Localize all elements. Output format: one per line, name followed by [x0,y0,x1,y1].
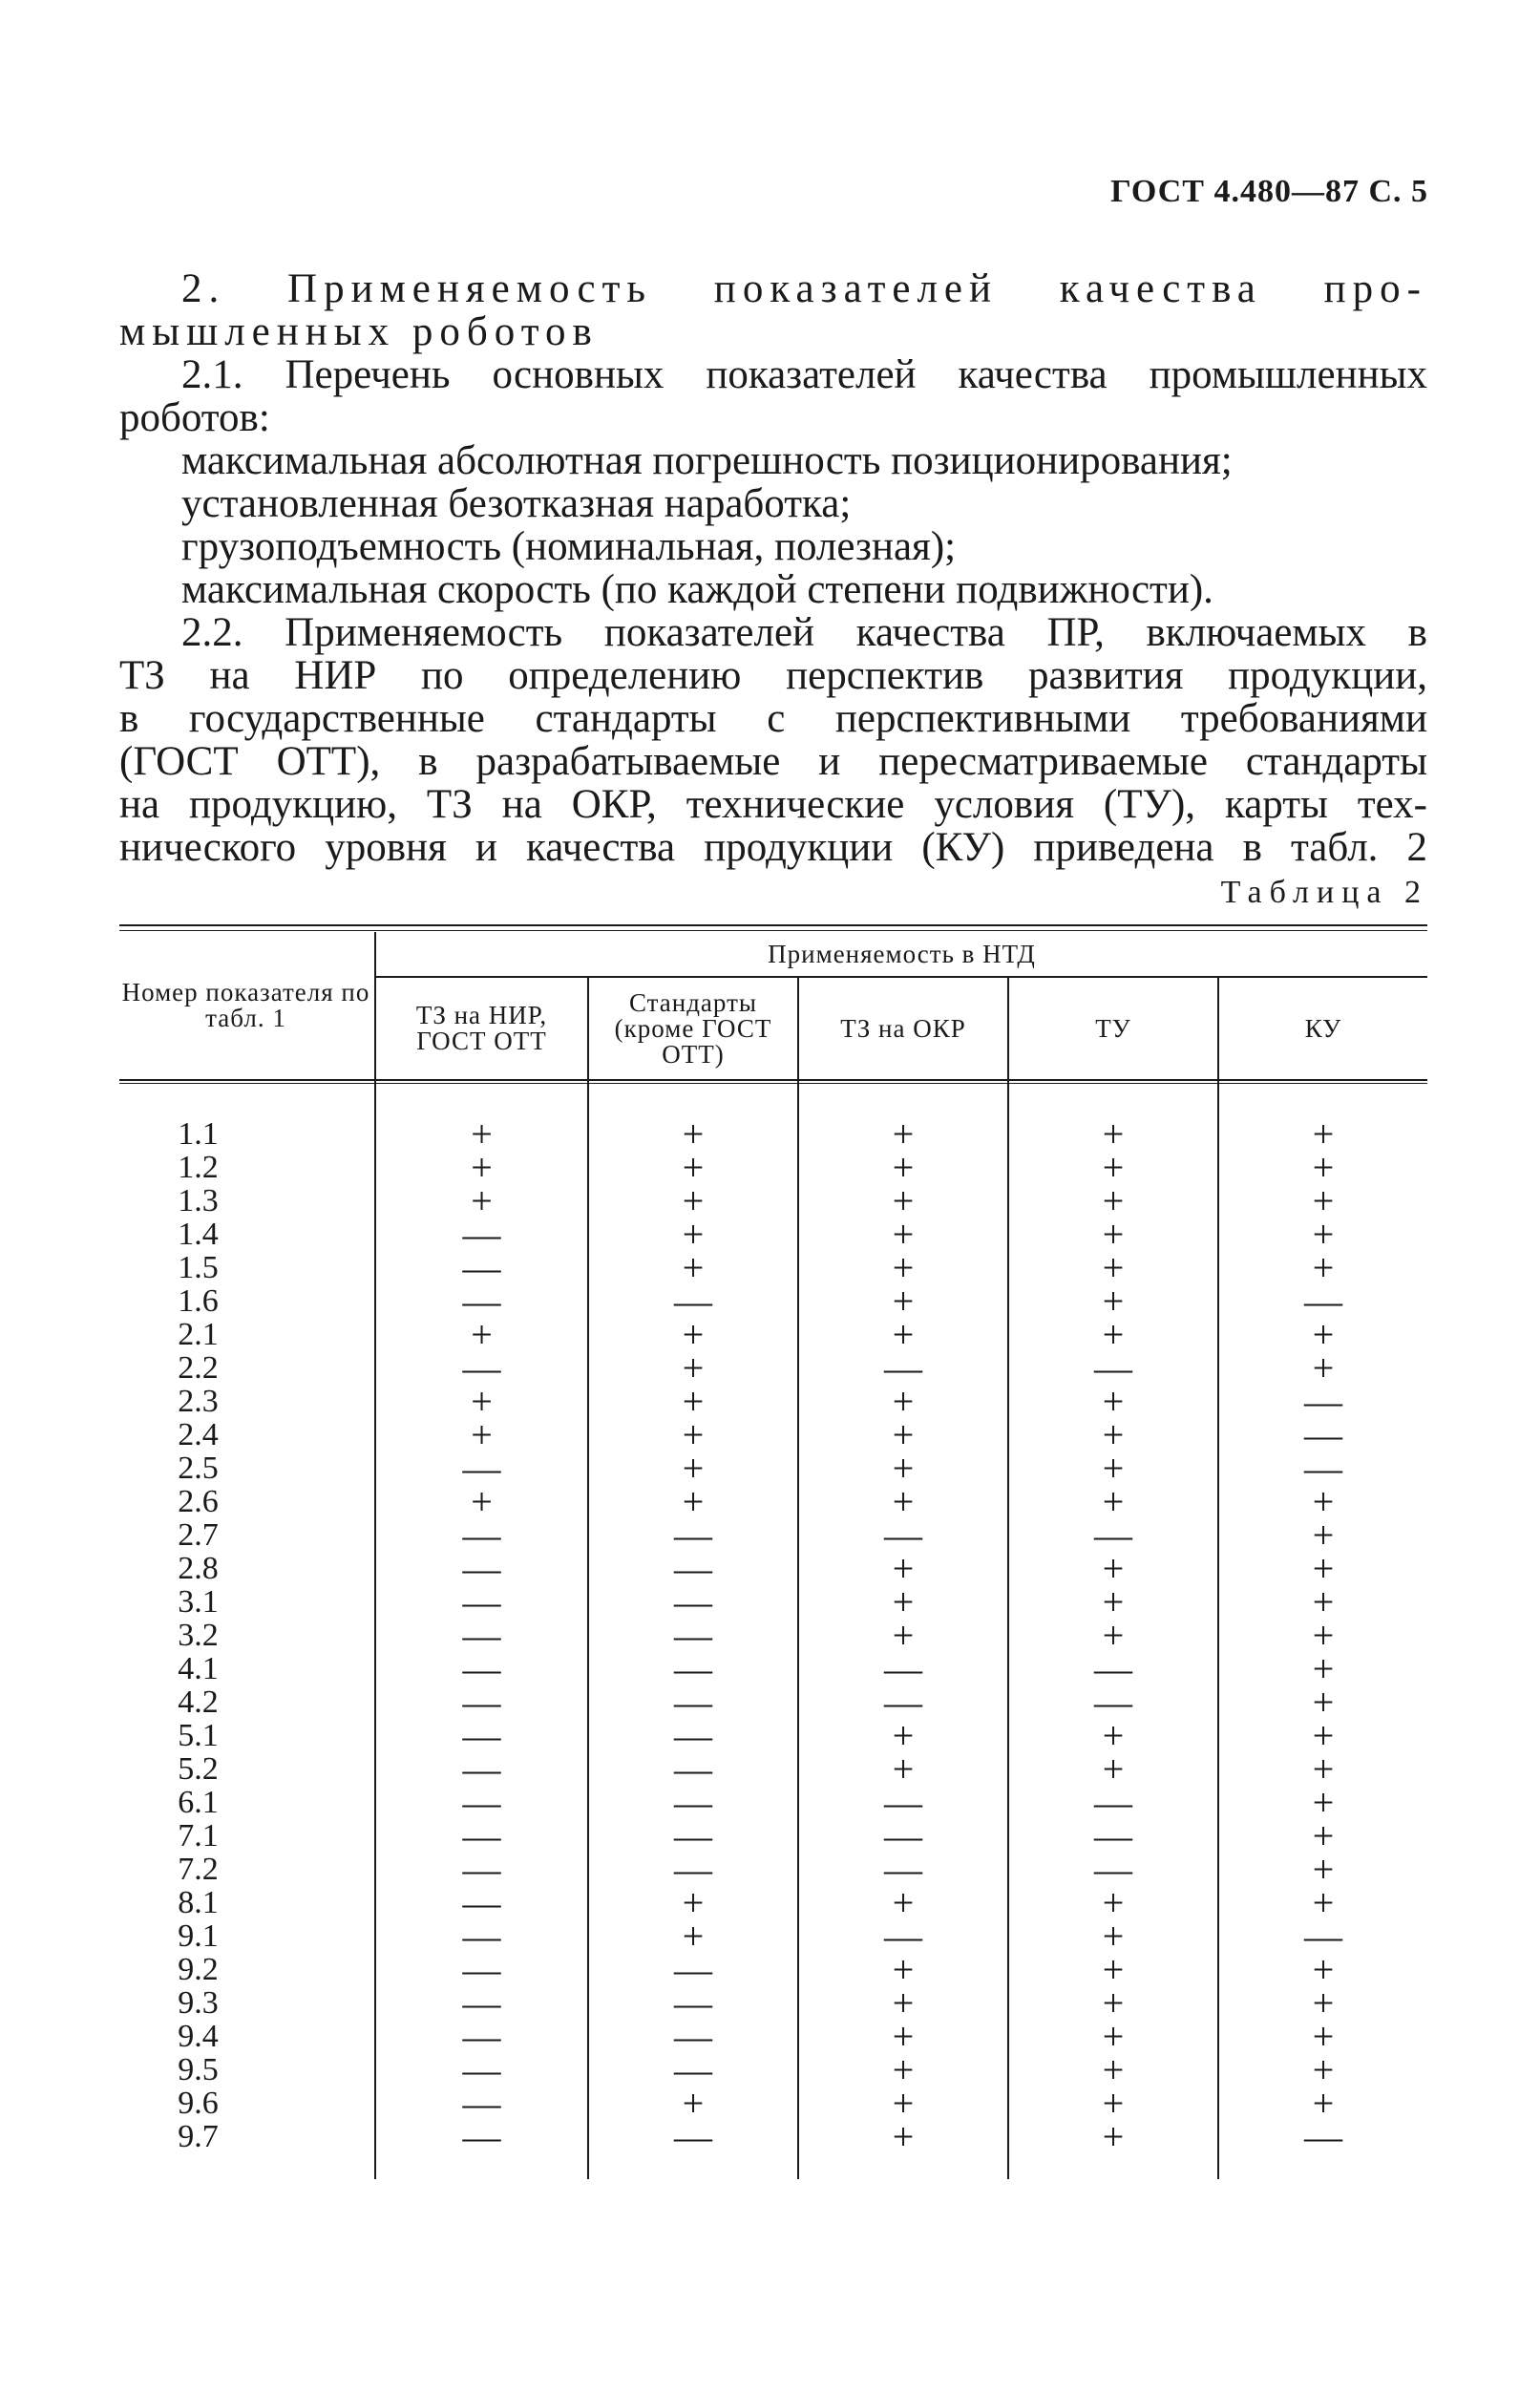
row-number: 2.4 [178,1417,219,1452]
row-number: 3.1 [178,1584,219,1620]
applicability-mark: + [1312,1981,1335,2024]
applicability-mark: + [682,1313,705,1356]
applicability-mark: — [462,1514,501,1557]
applicability-mark: + [1102,1881,1125,1924]
applicability-mark: — [1094,1346,1132,1389]
applicability-mark: + [1102,1948,1125,1991]
applicability-mark: + [1312,2015,1335,2058]
applicability-mark: + [1312,1580,1335,1623]
row-number: 2.6 [178,1484,219,1519]
section-title-line2: мышленных роботов [119,309,599,354]
applicability-mark: + [1102,1179,1125,1222]
applicability-mark: + [892,1213,915,1256]
applicability-mark: + [892,1714,915,1757]
applicability-mark: — [462,1647,501,1690]
applicability-mark: + [892,2048,915,2091]
applicability-mark: — [462,1714,501,1757]
applicability-mark: + [471,1480,493,1523]
applicability-mark: — [1094,1848,1132,1891]
applicability-mark: + [682,1246,705,1289]
applicability-mark: + [1102,2048,1125,2091]
applicability-mark: + [682,1881,705,1924]
quality-indicator-item: установленная безотказная наработка; [181,481,852,526]
row-number: 9.5 [178,2052,219,2087]
applicability-mark: + [1102,2115,1125,2158]
applicability-mark: — [462,1848,501,1891]
applicability-mark: + [682,1413,705,1456]
applicability-mark: + [892,1948,915,1991]
applicability-mark: — [462,1748,501,1790]
row-number: 4.2 [178,1684,219,1720]
applicability-mark: — [884,1814,922,1857]
applicability-mark: — [462,2082,501,2125]
applicability-mark: + [1102,1246,1125,1289]
applicability-mark: + [1312,1146,1335,1189]
applicability-mark: + [1102,2082,1125,2125]
applicability-mark: + [682,1346,705,1389]
applicability-mark: — [674,1280,712,1323]
applicability-mark: + [682,1213,705,1256]
row-number: 4.1 [178,1651,219,1686]
row-number: 1.1 [178,1116,219,1152]
applicability-mark: + [1312,2082,1335,2125]
applicability-mark: — [1094,1781,1132,1824]
applicability-mark: + [471,1380,493,1423]
applicability-mark: + [471,1179,493,1222]
applicability-mark: — [462,1447,501,1490]
applicability-mark: — [462,1213,501,1256]
applicability-mark: — [462,2048,501,2091]
paragraph-2-2-line: нического уровня и качества продукции (КУ) приведена в табл. 2 [119,825,1427,870]
column-tz-nir [376,1112,587,2158]
applicability-mark: — [462,1280,501,1323]
applicability-mark: — [462,1346,501,1389]
applicability-mark: — [462,1246,501,1289]
applicability-mark: + [892,1480,915,1523]
applicability-mark: + [892,2115,915,2158]
applicability-mark: + [682,1447,705,1490]
row-number: 6.1 [178,1785,219,1820]
applicability-mark: — [1304,1380,1342,1423]
applicability-mark: + [892,1380,915,1423]
applicability-mark: + [1102,1981,1125,2024]
applicability-mark: + [892,2015,915,2058]
applicability-mark: — [674,1714,712,1757]
applicability-mark: — [462,1547,501,1590]
applicability-mark: + [1312,1647,1335,1690]
row-number: 1.2 [178,1150,219,1185]
row-number: 1.3 [178,1183,219,1218]
applicability-mark: — [674,1948,712,1991]
applicability-mark: — [674,1981,712,2024]
row-number: 2.7 [178,1517,219,1553]
applicability-mark: — [674,1848,712,1891]
applicability-mark: + [1102,2015,1125,2058]
row-number: 2.5 [178,1451,219,1486]
header-tu: ТУ [1095,1013,1131,1043]
applicability-mark: — [1304,2115,1342,2158]
applicability-mark: + [1102,1280,1125,1323]
applicability-mark: — [674,1614,712,1657]
header-standards: Стандарты (кроме ГОСТ ОТТ) [614,987,772,1069]
applicability-mark: + [1312,1948,1335,1991]
applicability-mark: + [1312,1179,1335,1222]
column-tz-okr [799,1112,1007,2158]
row-number: 9.4 [178,2019,219,2054]
applicability-mark: + [892,1313,915,1356]
applicability-mark: + [892,1146,915,1189]
applicability-mark: — [674,2015,712,2058]
indicator-number-column [119,1117,277,2153]
header-group-applicability: Применяемость в НТД [768,939,1036,968]
applicability-mark: + [1102,1112,1125,1155]
quality-indicator-item: максимальная скорость (по каждой степени подвижности). [181,567,1213,612]
applicability-mark: + [1102,1213,1125,1256]
row-number: 9.7 [178,2119,219,2154]
applicability-mark: — [674,1514,712,1557]
applicability-mark: — [1094,1681,1132,1724]
applicability-mark: + [1102,1714,1125,1757]
applicability-mark: — [462,1881,501,1924]
applicability-mark: + [471,1413,493,1456]
applicability-mark: + [682,1915,705,1958]
applicability-mark: — [462,1580,501,1623]
table-label: Таблица 2 [1220,875,1428,910]
applicability-mark: + [1312,1681,1335,1724]
applicability-mark: + [1312,1547,1335,1590]
applicability-mark: — [462,2115,501,2158]
applicability-mark: + [682,1146,705,1189]
row-number: 5.1 [178,1718,219,1753]
row-number: 9.1 [178,1918,219,1954]
row-number: 7.1 [178,1818,219,1854]
row-number: 5.2 [178,1751,219,1787]
row-number: 2.3 [178,1384,219,1419]
applicability-mark: — [884,1781,922,1824]
applicability-mark: — [462,1781,501,1824]
quality-indicator-item: максимальная абсолютная погрешность позиционирования; [181,438,1233,483]
applicability-mark: + [1312,1748,1335,1790]
applicability-mark: + [1312,1313,1335,1356]
column-tu [1009,1112,1217,2158]
applicability-mark: — [674,1647,712,1690]
applicability-mark: + [1312,1246,1335,1289]
applicability-mark: + [1102,1447,1125,1490]
header-ku: КУ [1304,1013,1342,1043]
applicability-mark: + [1102,1915,1125,1958]
applicability-mark: + [1312,1848,1335,1891]
applicability-mark: + [1102,1313,1125,1356]
applicability-mark: — [462,2015,501,2058]
applicability-mark: — [1094,1814,1132,1857]
applicability-mark: + [892,1112,915,1155]
applicability-mark: — [674,2048,712,2091]
applicability-mark: + [471,1146,493,1189]
applicability-mark: + [892,1580,915,1623]
applicability-mark: — [462,1915,501,1958]
paragraph-2-1-line1: 2.1. Перечень основных показателей качества промышленных [181,352,1427,397]
applicability-mark: — [884,1647,922,1690]
applicability-mark: — [1304,1413,1342,1456]
row-number: 1.4 [178,1217,219,1252]
applicability-mark: — [884,1848,922,1891]
applicability-mark: + [1102,1380,1125,1423]
section-text [119,267,1427,869]
applicability-mark: + [1102,1547,1125,1590]
row-number: 9.2 [178,1952,219,1987]
applicability-mark: + [892,1447,915,1490]
applicability-mark: — [674,1748,712,1790]
applicability-mark: — [674,1580,712,1623]
applicability-mark: + [682,1112,705,1155]
applicability-mark: + [682,1480,705,1523]
quality-indicator-item: грузоподъемность (номинальная, полезная); [181,524,957,569]
applicability-mark: + [1312,1112,1335,1155]
row-number: 1.6 [178,1283,219,1319]
paragraph-2-2-line: (ГОСТ ОТТ), в разрабатываемые и пересматриваемые стандарты [119,739,1427,784]
applicability-mark: + [892,1614,915,1657]
applicability-mark: + [1312,1614,1335,1657]
applicability-mark: + [1312,1480,1335,1523]
paragraph-2-2-line: 2.2. Применяемость показателей качества ПР, включаемых в [181,610,1427,655]
row-number: 3.2 [178,1618,219,1653]
applicability-mark: + [892,1413,915,1456]
applicability-mark: — [1094,1647,1132,1690]
applicability-mark: — [462,1681,501,1724]
applicability-mark: + [892,2082,915,2125]
row-number: 2.2 [178,1350,219,1386]
applicability-mark: + [1312,1781,1335,1824]
applicability-mark: + [892,1280,915,1323]
applicability-mark: — [462,1981,501,2024]
section-title-line1: 2. Применяемость показателей качества про- [181,266,1427,311]
table-top-rule-thin [119,930,1427,931]
applicability-mark: + [1312,1514,1335,1557]
applicability-mark: — [462,1948,501,1991]
applicability-mark: + [892,1881,915,1924]
applicability-mark: + [1102,1146,1125,1189]
applicability-mark: + [1312,2048,1335,2091]
applicability-mark: + [892,1246,915,1289]
applicability-mark: — [884,1514,922,1557]
header-bottom-rule-thin [119,1083,1427,1084]
row-number: 2.8 [178,1551,219,1586]
paragraph-2-2-line: ТЗ на НИР по определению перспектив развития продукции, [119,653,1427,698]
applicability-mark: + [892,1748,915,1790]
applicability-mark: — [674,2115,712,2158]
row-number: 8.1 [178,1885,219,1920]
applicability-mark: — [462,1814,501,1857]
paragraph-2-1-line2: роботов: [119,395,270,440]
applicability-mark: + [1102,1748,1125,1790]
applicability-mark: + [682,2082,705,2125]
applicability-mark: — [884,1681,922,1724]
applicability-mark: + [1312,1346,1335,1389]
row-number: 9.3 [178,1985,219,2021]
applicability-mark: — [884,1915,922,1958]
column-ku [1219,1112,1427,2158]
applicability-mark: — [1304,1447,1342,1490]
column-standards [589,1112,797,2158]
applicability-mark: + [892,1547,915,1590]
applicability-mark: + [471,1112,493,1155]
paragraph-2-2-line: на продукцию, ТЗ на ОКР, технические условия (ТУ), карты тех- [119,782,1427,827]
applicability-mark: + [1102,1480,1125,1523]
applicability-mark: + [1312,1881,1335,1924]
applicability-mark: — [1094,1514,1132,1557]
applicability-mark: + [682,1380,705,1423]
applicability-mark: + [682,1179,705,1222]
applicability-mark: — [462,1614,501,1657]
applicability-mark: + [1312,1213,1335,1256]
applicability-mark: — [1304,1915,1342,1958]
applicability-mark: + [471,1313,493,1356]
header-indicator-number: Номер показателя по табл. 1 [121,978,370,1032]
row-number: 1.5 [178,1250,219,1285]
applicability-mark: + [1312,1714,1335,1757]
applicability-mark: + [1102,1614,1125,1657]
applicability-mark: + [892,1179,915,1222]
page-header: ГОСТ 4.480—87 С. 5 [1110,174,1428,209]
row-number: 7.2 [178,1852,219,1887]
applicability-mark: + [1102,1413,1125,1456]
header-bottom-rule [119,1079,1427,1081]
applicability-mark: + [892,1981,915,2024]
header-tz-okr: ТЗ на ОКР [840,1013,966,1043]
row-number: 2.1 [178,1317,219,1352]
applicability-mark: — [674,1681,712,1724]
row-number: 9.6 [178,2086,219,2121]
applicability-mark: + [1102,1580,1125,1623]
paragraph-2-2-line: в государственные стандарты с перспективными требованиями [119,696,1427,741]
applicability-mark: — [674,1547,712,1590]
applicability-mark: — [674,1814,712,1857]
applicability-mark: — [1304,1280,1342,1323]
header-tz-nir: ТЗ на НИР, ГОСТ ОТТ [415,1001,548,1055]
applicability-mark: — [674,1781,712,1824]
table-top-rule [119,924,1427,926]
applicability-mark: — [884,1346,922,1389]
applicability-mark: + [1312,1814,1335,1857]
